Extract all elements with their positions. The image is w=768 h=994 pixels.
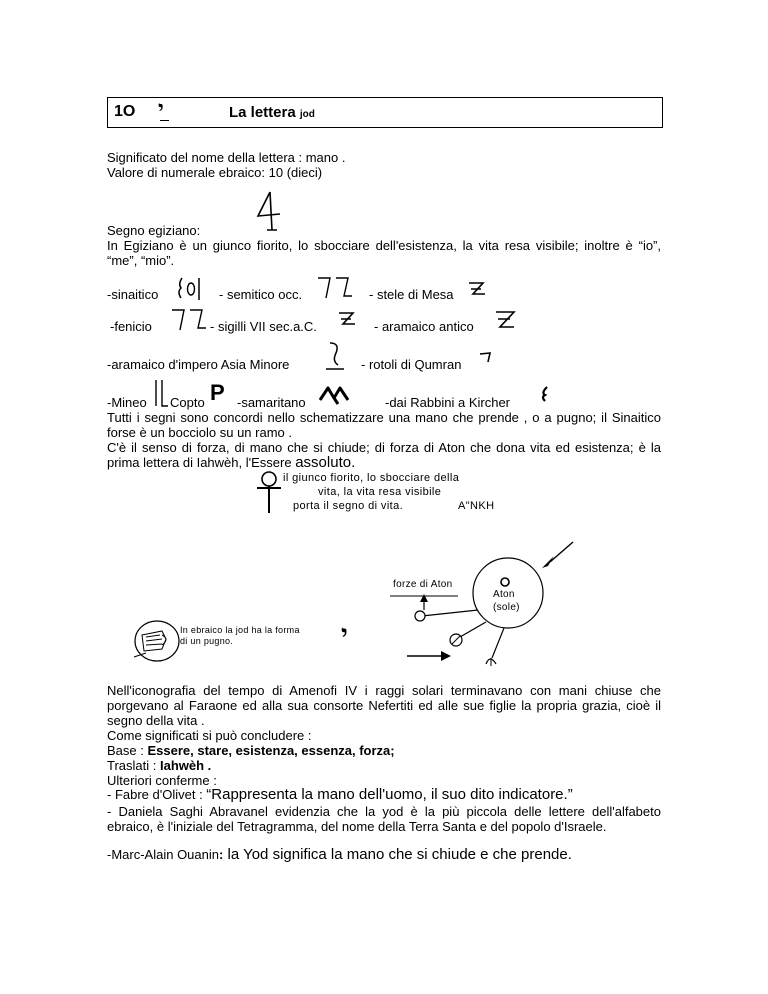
- aramaico-impero-label: -aramaico d'impero Asia Minore: [107, 357, 290, 372]
- mineo-label: -Mineo: [107, 395, 147, 410]
- forza-label: forze di Aton: [393, 579, 453, 590]
- ouanin-line: [107, 847, 572, 862]
- arrow-right-icon: [405, 650, 453, 662]
- aramaico-impero-glyph: [324, 341, 348, 373]
- base-label: Base :: [107, 743, 148, 758]
- copto-glyph: P: [210, 380, 225, 405]
- hebrew-letter: י: [158, 96, 164, 122]
- paragraph-forza: [107, 440, 661, 470]
- sun-dot: [501, 578, 509, 586]
- rabbini-glyph: [539, 385, 551, 403]
- aton-label: Aton: [493, 589, 515, 600]
- fist-icon: [132, 617, 182, 665]
- semitico-glyph: [316, 274, 354, 300]
- ankh-line-2: vita, la vita resa visibile: [318, 486, 442, 498]
- ouanin-label: -Marc-Alain Ouanin: [107, 847, 219, 862]
- rabbini-label: -dai Rabbini a Kircher: [385, 395, 511, 410]
- paragraph-saghi: - Daniela Saghi Abravanel evidenzia che la yod è la più piccola delle lettere dell'alfabeto ebraico, è l'iniziale del Tetragramma, del nome della Terra Santa e del popolo d'Israele.: [107, 804, 661, 834]
- underline-mark: [160, 120, 169, 121]
- fenicio-glyph: [170, 306, 208, 332]
- header-title: [229, 104, 315, 121]
- ankh-icon: [255, 471, 285, 515]
- conclusion-intro: Come significati si può concludere :: [107, 728, 312, 743]
- traslati-value: Iahwèh .: [159, 758, 212, 773]
- aton-diagram: [380, 540, 580, 666]
- ankh-line-3: porta il segno di vita.: [293, 500, 404, 512]
- header-box: [107, 97, 663, 128]
- ankh-label: A"NKH: [458, 500, 495, 512]
- aramaico-antico-glyph: [494, 309, 518, 331]
- paragraph-forza-assoluto: assoluto.: [295, 454, 356, 471]
- paragraph-forza-text: C'è il senso di forza, di mano che si chiude; di forza di Aton che dona vita ed esistenza; è la prima lettera di Iahwèh, l'Essere: [107, 440, 661, 470]
- stele-glyph: [467, 280, 489, 298]
- ouanin-text: la Yod significa la mano che si chiude e che prende.: [223, 846, 572, 863]
- aramaico-antico-label: - aramaico antico: [374, 319, 474, 334]
- fabre-label: - Fabre d'Olivet :: [107, 787, 207, 802]
- fist-caption-2: di un pugno.: [180, 636, 234, 646]
- qumran-glyph: [478, 350, 494, 364]
- samaritano-glyph: [318, 384, 354, 406]
- fenicio-label: -fenicio: [110, 319, 152, 334]
- semitico-label: - semitico occ.: [219, 287, 303, 302]
- jod-letter: י: [341, 620, 348, 650]
- sinaitico-label: -sinaitico: [107, 287, 159, 302]
- header-title-suffix: jod: [299, 109, 315, 120]
- base-value: Essere, stare, esistenza, essenza, forza;: [147, 743, 395, 758]
- chapter-number: 1O: [114, 103, 136, 120]
- ouanin-colon: :: [219, 847, 224, 862]
- paragraph-amenofi: Nell'iconografia del tempo di Amenofi IV i raggi solari terminavano con mani chiuse che porgevano al Faraone ed alla sua consorte Nefertiti ed alle sue figlie la propria grazia, cioè il segno della vita .: [107, 683, 661, 728]
- qumran-label: - rotoli di Qumran: [361, 357, 462, 372]
- numeral-line: Valore di numerale ebraico: 10 (dieci): [107, 165, 323, 180]
- traslati-label: Traslati :: [107, 758, 160, 773]
- egyptian-reed-glyph: [254, 190, 284, 232]
- ankh-line-1: il giunco fiorito, lo sbocciare della: [283, 472, 460, 484]
- stele-label: - stele di Mesa: [369, 287, 454, 302]
- copto-label: Copto: [170, 395, 205, 410]
- sigilli-glyph: [337, 310, 359, 328]
- sinaitico-glyph: [176, 276, 204, 302]
- header-title-main: La lettera: [229, 104, 296, 121]
- sigilli-label: - sigilli VII sec.a.C.: [210, 319, 317, 334]
- ulteriori-line: Ulteriori conferme :: [107, 773, 217, 788]
- sole-label: (sole): [493, 602, 520, 613]
- egyptian-label: Segno egiziano:: [107, 223, 201, 238]
- samaritano-label: -samaritano: [237, 395, 306, 410]
- base-line: [107, 743, 395, 758]
- fabre-quote: “Rappresenta la mano dell'uomo, il suo dito indicatore.”: [206, 786, 573, 803]
- fabre-line: [107, 787, 573, 802]
- fist-caption-1: In ebraico la jod ha la forma: [180, 625, 300, 635]
- traslati-line: [107, 758, 211, 773]
- paragraph-concordi: Tutti i segni sono concordi nello schematizzare una mano che prende , o a pugno; il Sinaitico forse è un bocciolo su un ramo .: [107, 410, 661, 440]
- mineo-glyph: [152, 378, 170, 410]
- meaning-line: Significato del nome della lettera : mano .: [107, 150, 346, 165]
- egyptian-text: In Egiziano è un giunco fiorito, lo sbocciare dell'esistenza, la vita resa visibile; inoltre è “io”, “me”, “mio”.: [107, 238, 661, 268]
